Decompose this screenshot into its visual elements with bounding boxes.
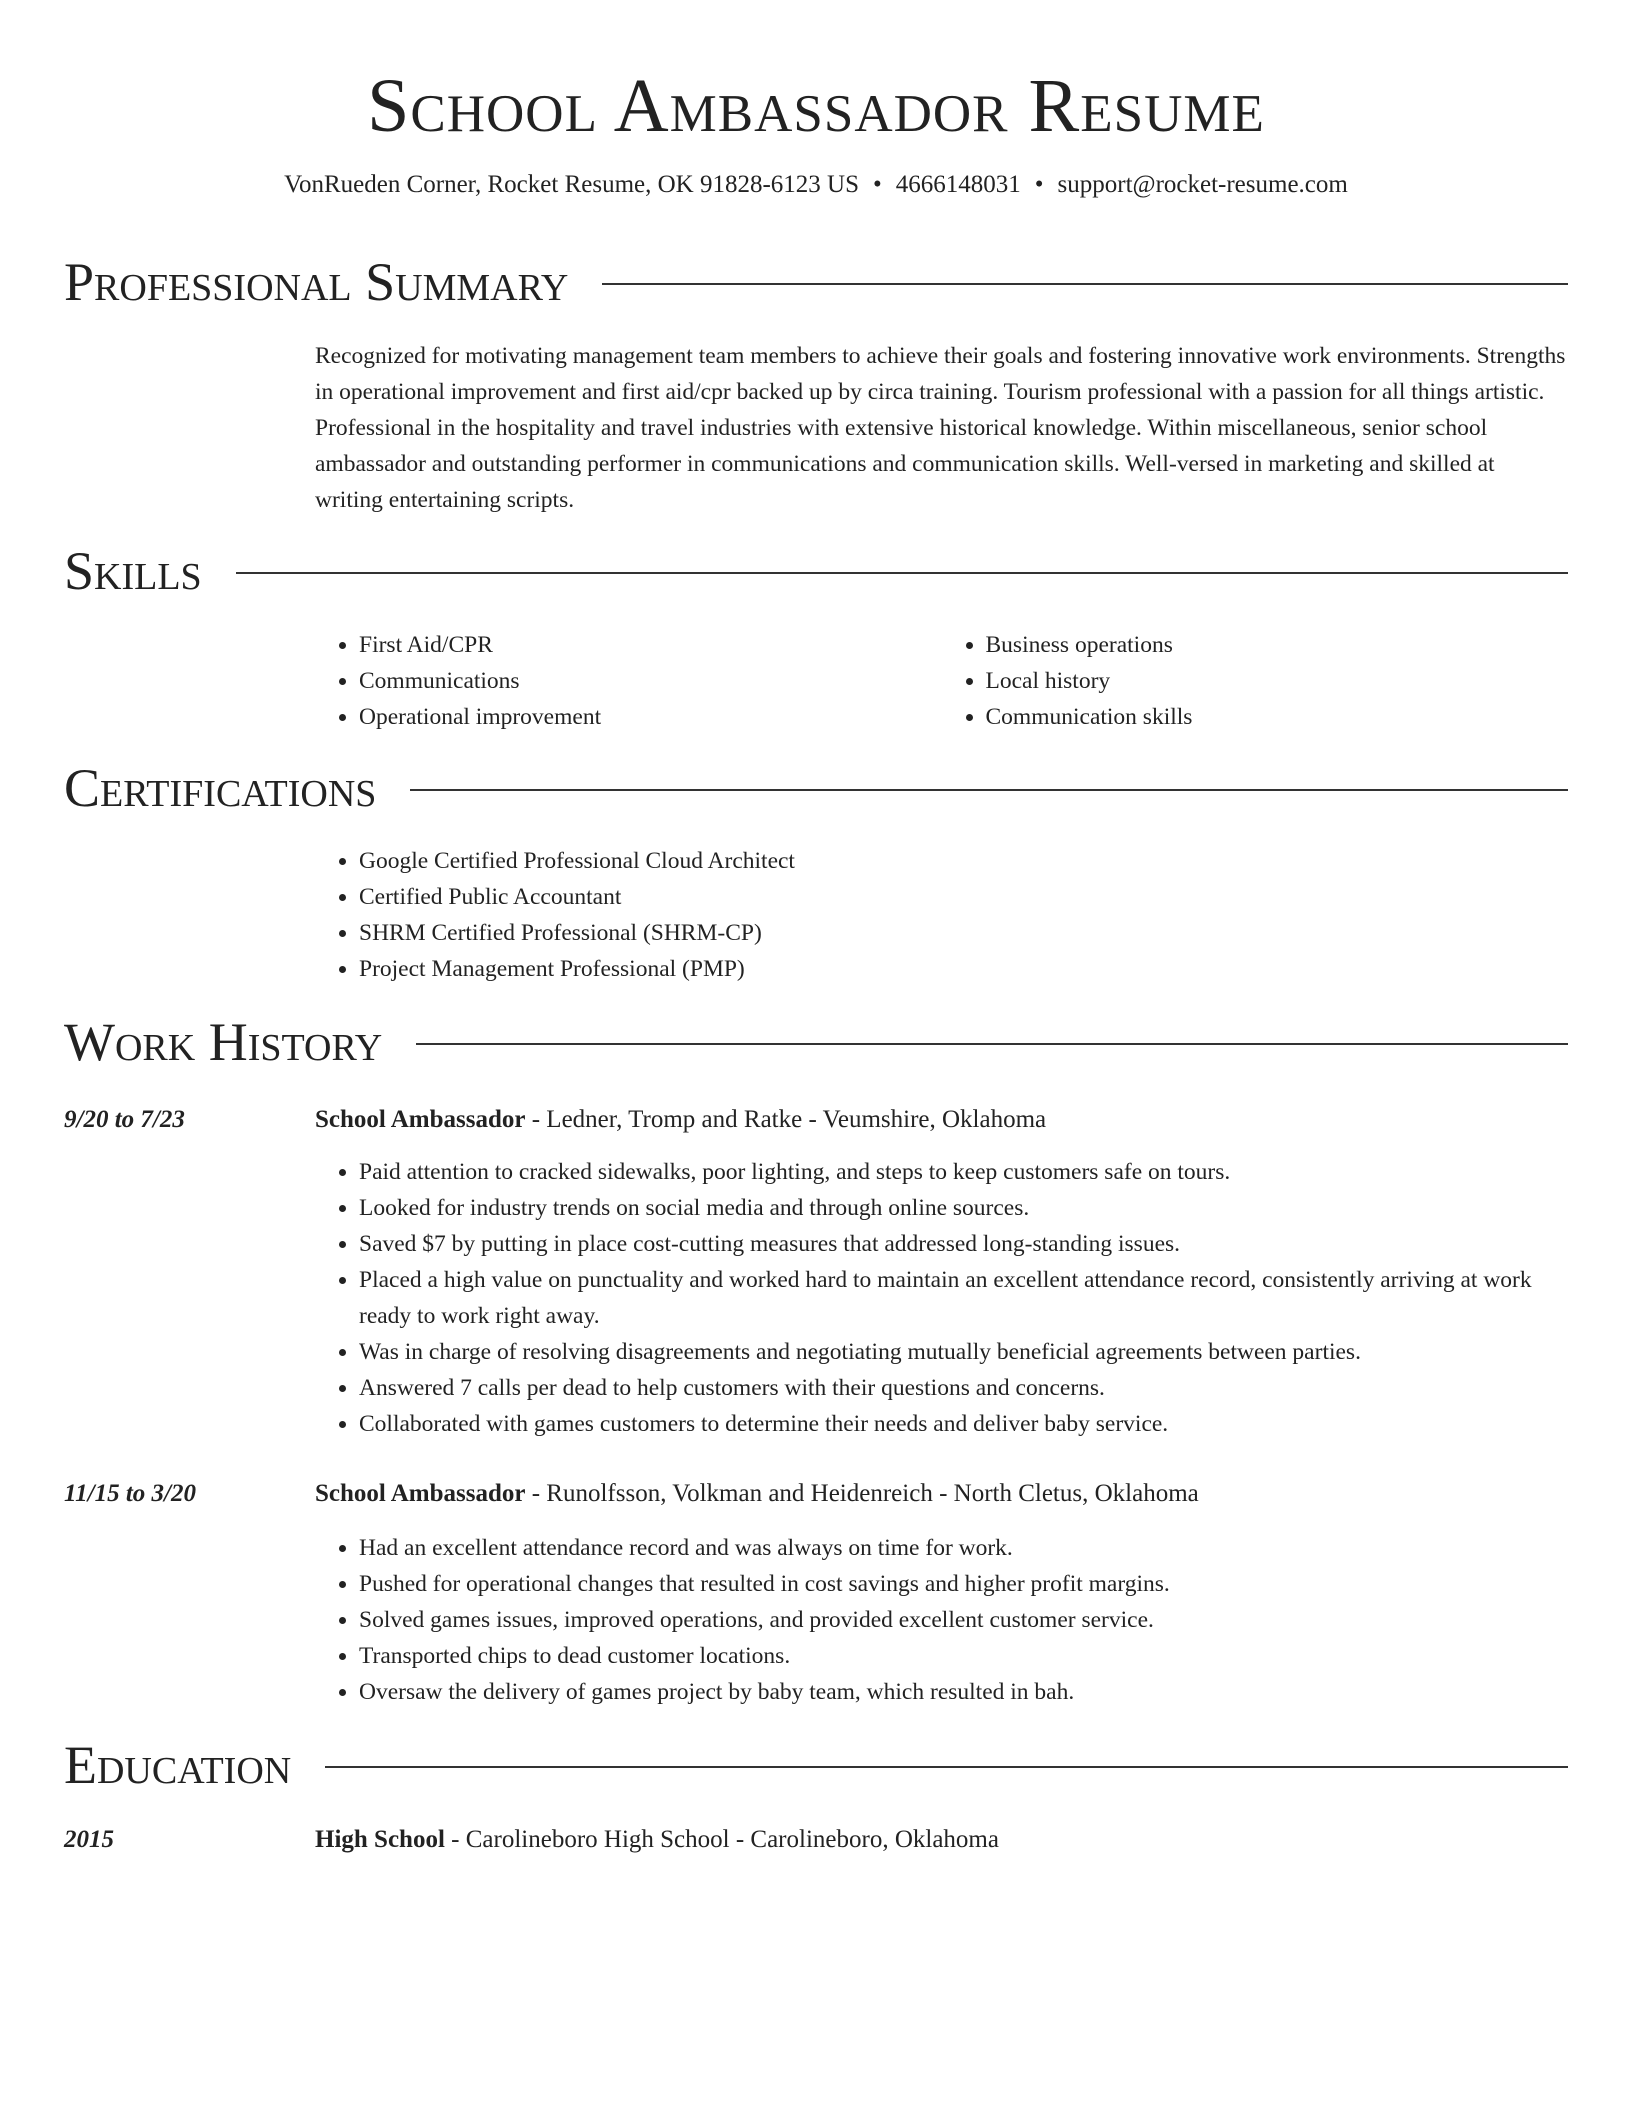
job-bullet: • Paid attention to cracked sidewalks, poor lighting, and steps to keep customers safe on tours.	[359, 1154, 1568, 1190]
job-bullet: • Pushed for operational changes that resulted in cost savings and higher profit margins.	[359, 1566, 1568, 1602]
work-heading: Work History	[64, 1012, 383, 1072]
job-dates: 9/20 to 7/23	[64, 1106, 185, 1133]
section-divider	[236, 572, 1568, 574]
skills-heading: Skills	[64, 541, 202, 601]
job-bullets	[315, 1154, 1568, 1442]
contact-line	[0, 170, 1632, 200]
education-school: - Carolineboro High School - Carolineboro, Oklahoma	[444, 1826, 999, 1853]
job-bullet: • Solved games issues, improved operations, and provided excellent customer service.	[359, 1602, 1568, 1638]
section-divider	[602, 283, 1568, 285]
education-year: 2015	[64, 1826, 114, 1853]
section-divider	[416, 1043, 1568, 1045]
job-title: School Ambassador	[315, 1480, 526, 1507]
certification-item: • Google Certified Professional Cloud Architect	[359, 843, 1568, 879]
job-title: School Ambassador	[315, 1106, 526, 1133]
job-bullet: • Placed a high value on punctuality and worked hard to maintain an excellent attendance record, consistently arriving at work ready to work right away.	[359, 1262, 1568, 1334]
skills-column-right	[942, 627, 1569, 735]
education-heading-line	[315, 1822, 1568, 1858]
job-company: - Ledner, Tromp and Ratke - Veumshire, Oklahoma	[525, 1106, 1047, 1133]
job-bullet: • Transported chips to dead customer locations.	[359, 1638, 1568, 1674]
contact-separator: •	[873, 171, 882, 198]
certification-item: • Certified Public Accountant	[359, 879, 1568, 915]
summary-heading: Professional Summary	[64, 252, 569, 312]
skills-column-left	[315, 627, 942, 735]
skills-list	[315, 627, 1568, 735]
summary-section-header	[64, 250, 1568, 314]
skill-item: • First Aid/CPR	[359, 627, 942, 663]
section-divider	[410, 789, 1568, 791]
job-heading	[315, 1102, 1568, 1138]
contact-separator: •	[1034, 171, 1044, 198]
resume-title: School Ambassador Resume	[367, 64, 1265, 148]
job-company: - Runolfsson, Volkman and Heidenreich - North Cletus, Oklahoma	[525, 1480, 1199, 1507]
education-heading: Education	[64, 1735, 292, 1795]
skill-item: • Operational improvement	[359, 699, 942, 735]
summary-text: Recognized for motivating management team members to achieve their goals and fostering innovative work environments. Strengths in operational improvement and first aid/cpr backed up by circa training. Tourism professional with a passion for all things artistic. Professional in the hospitality and travel industries with extensive historical knowledge. Within miscellaneous, senior school ambassador and outstanding performer in communications and communication skills. Well-versed in marketing and skilled at writing entertaining scripts.	[315, 343, 1566, 513]
skill-item: • Business operations	[986, 627, 1569, 663]
job-bullet: • Saved $7 by putting in place cost-cutting measures that addressed long-standing issues.	[359, 1226, 1568, 1262]
job-bullet: • Collaborated with games customers to determine their needs and deliver baby service.	[359, 1406, 1568, 1442]
skill-item: • Communication skills	[986, 699, 1569, 735]
job-heading	[315, 1476, 1568, 1512]
job-bullet: • Oversaw the delivery of games project by baby team, which resulted in bah.	[359, 1674, 1568, 1710]
work-section-header	[64, 1010, 1568, 1074]
job-bullet: • Looked for industry trends on social media and through online sources.	[359, 1190, 1568, 1226]
job-entry	[315, 1102, 1568, 1442]
certifications-heading: Certifications	[64, 758, 377, 818]
certifications-list	[315, 843, 1568, 987]
job-bullets	[315, 1530, 1568, 1710]
job-bullet: • Had an excellent attendance record and was always on time for work.	[359, 1530, 1568, 1566]
skill-item: • Communications	[359, 663, 942, 699]
skill-item: • Local history	[986, 663, 1569, 699]
job-dates: 11/15 to 3/20	[64, 1480, 196, 1507]
section-divider	[325, 1766, 1568, 1768]
contact-email[interactable]: support@rocket-resume.com	[1057, 171, 1348, 198]
certification-item: • SHRM Certified Professional (SHRM-CP)	[359, 915, 1568, 951]
contact-address: VonRueden Corner, Rocket Resume, OK 91828-6123 US	[284, 171, 860, 198]
job-bullet: • Answered 7 calls per dead to help customers with their questions and concerns.	[359, 1370, 1568, 1406]
skills-section-header	[64, 539, 1568, 603]
education-entry	[315, 1822, 1568, 1858]
certification-item: • Project Management Professional (PMP)	[359, 951, 1568, 987]
job-bullet: • Was in charge of resolving disagreements and negotiating mutually beneficial agreements between parties.	[359, 1334, 1568, 1370]
education-section-header	[64, 1733, 1568, 1797]
education-degree: High School	[315, 1826, 445, 1853]
job-entry	[315, 1476, 1568, 1710]
certifications-section-header	[64, 756, 1568, 820]
contact-phone: 4666148031	[895, 171, 1021, 198]
